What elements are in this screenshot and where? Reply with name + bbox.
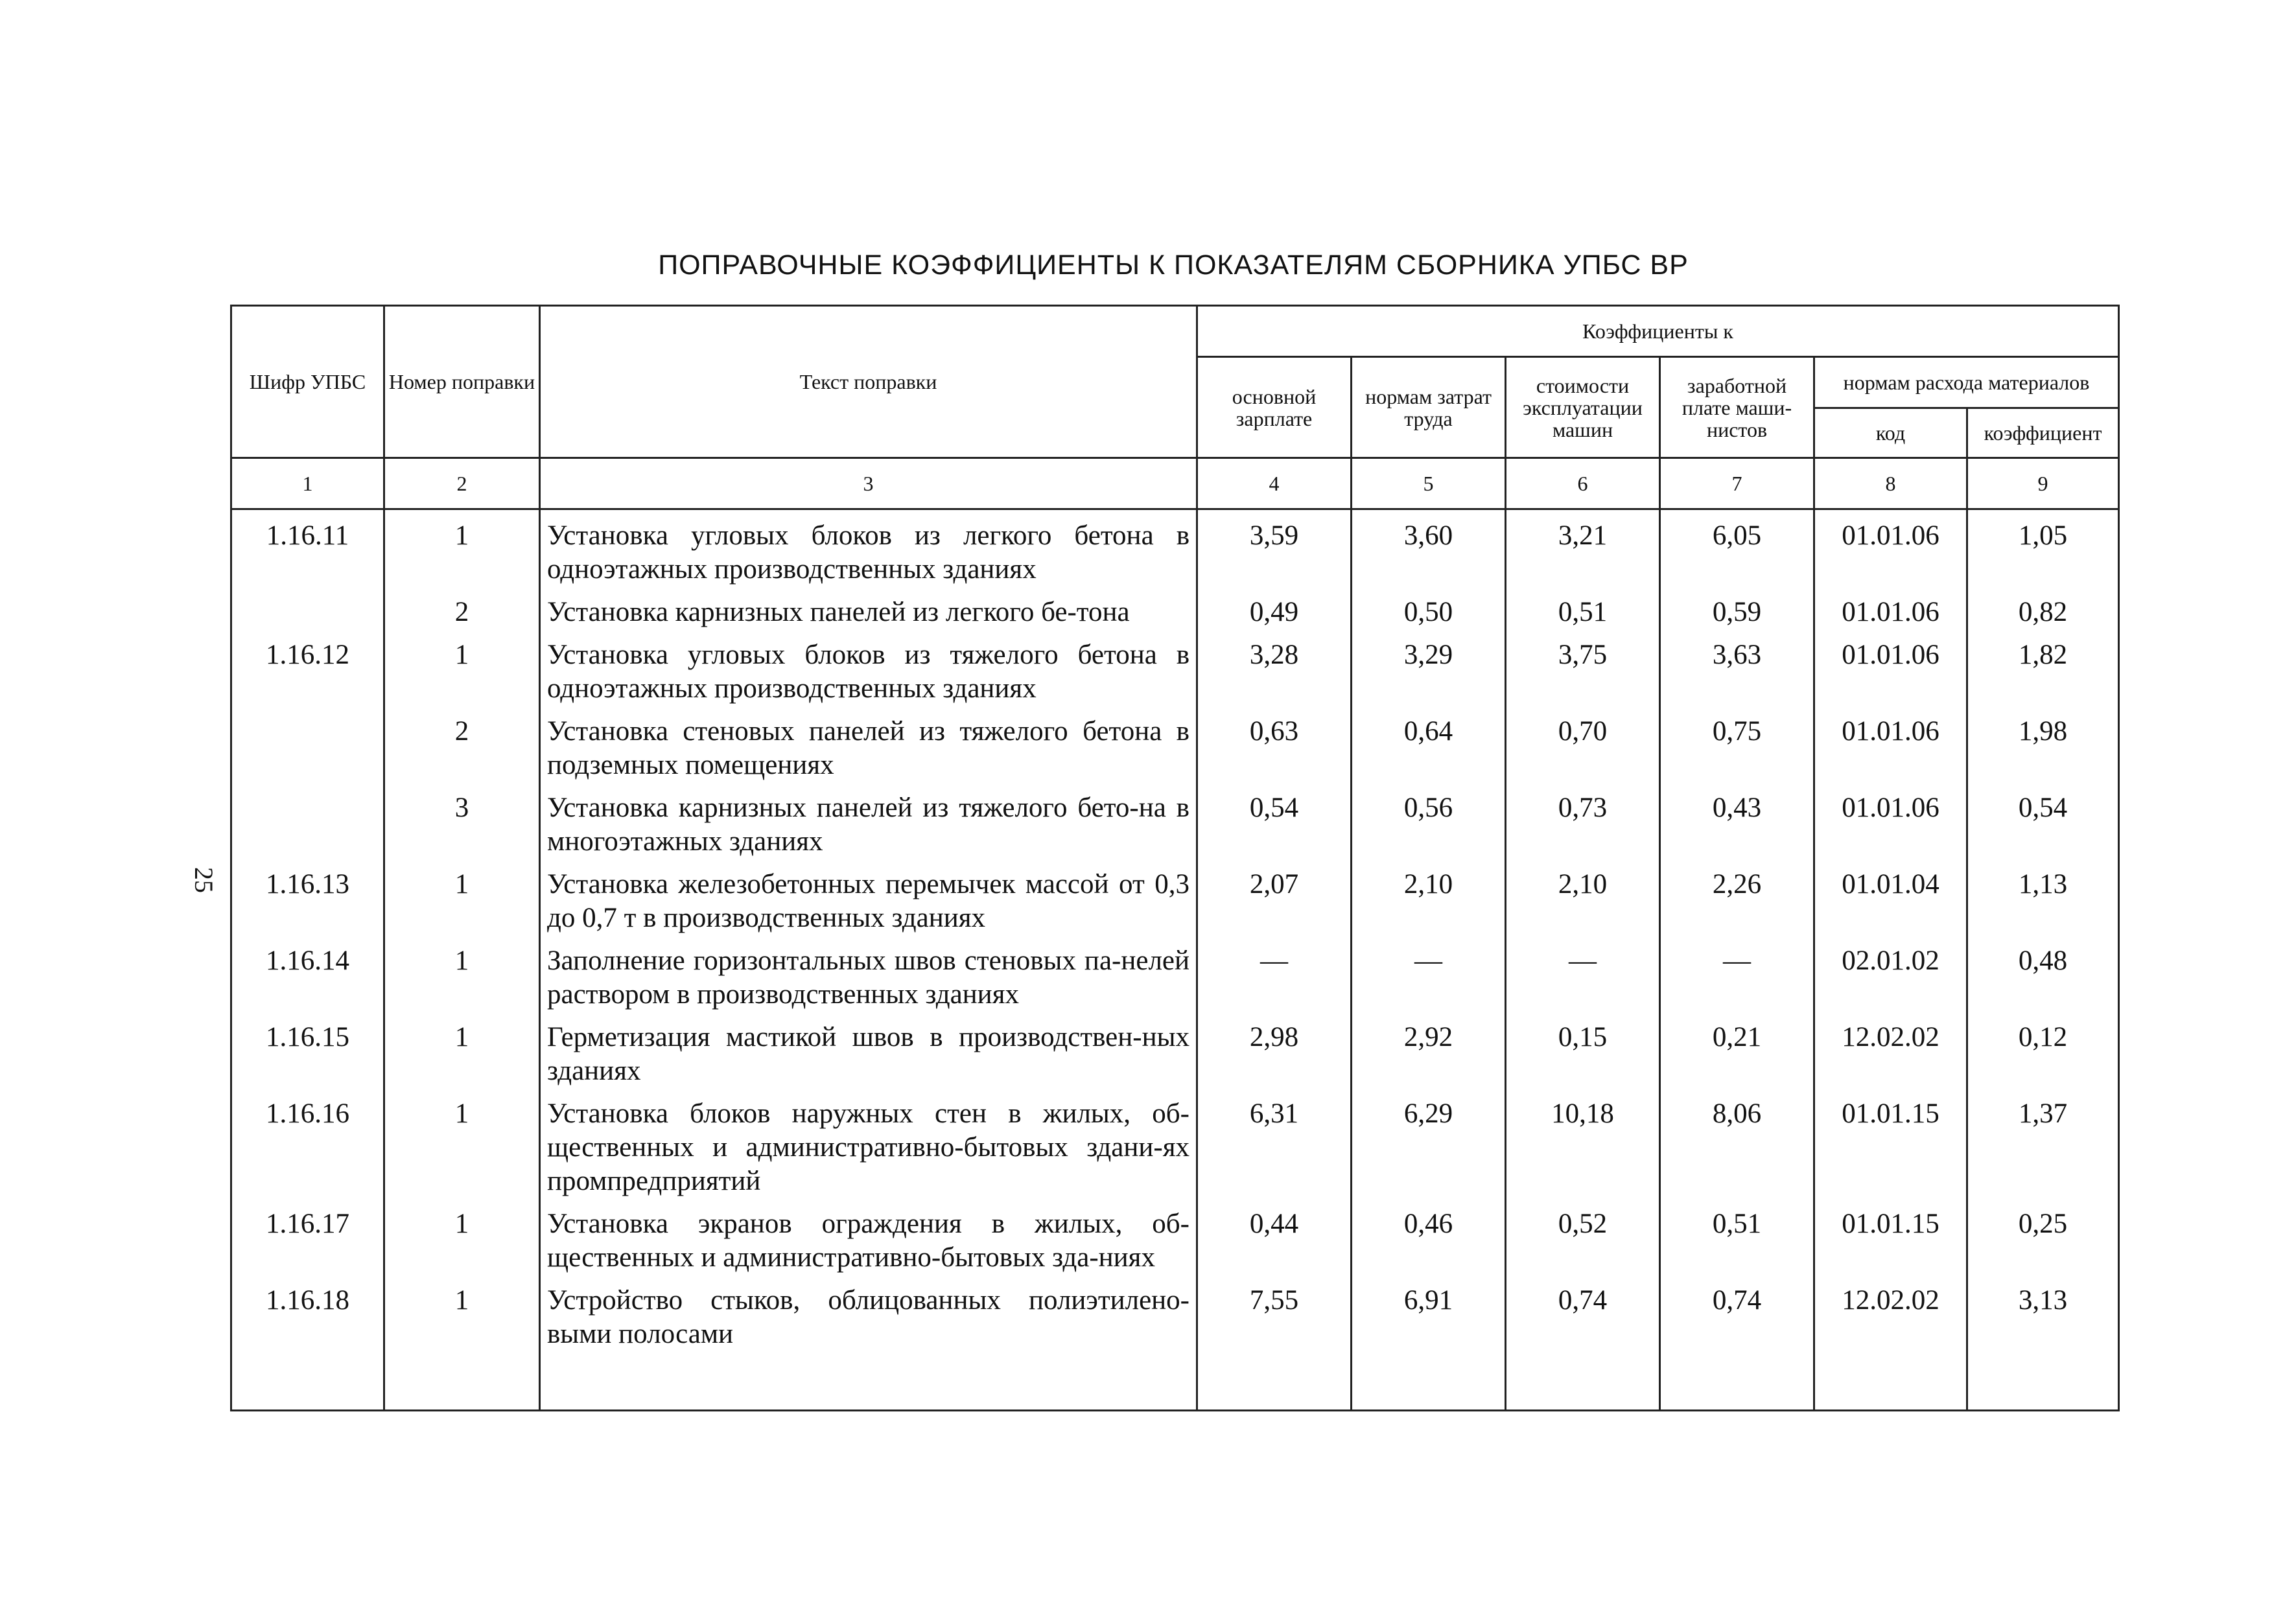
cell-material-code: 01.01.04 <box>1814 859 1967 935</box>
cell-machine-cost-coef: 3,75 <box>1506 629 1660 706</box>
cell-material-code: 12.02.02 <box>1814 1275 1967 1351</box>
cell-code: 1.16.17 <box>231 1198 384 1275</box>
cell-base-salary-coef: 3,28 <box>1197 629 1352 706</box>
cell-material-coef: 1,37 <box>1967 1088 2119 1198</box>
cell-base-salary-coef: — <box>1197 935 1352 1012</box>
table-row <box>231 1012 2119 1088</box>
empty-cell <box>1967 1351 2119 1411</box>
cell-labor-norms-coef: 3,60 <box>1352 509 1506 587</box>
cell-amendment-number: 1 <box>384 629 540 706</box>
cell-base-salary-coef: 0,63 <box>1197 706 1352 782</box>
cell-code: 1.16.13 <box>231 859 384 935</box>
table-row <box>231 1275 2119 1351</box>
cell-amendment-number: 3 <box>384 782 540 859</box>
empty-cell <box>1660 1351 1814 1411</box>
cell-code <box>231 782 384 859</box>
cell-material-code: 01.01.15 <box>1814 1198 1967 1275</box>
table-row <box>231 859 2119 935</box>
cell-base-salary-coef: 7,55 <box>1197 1275 1352 1351</box>
header-materials-group: нормам расхода материалов <box>1814 357 2119 408</box>
cell-base-salary-coef: 2,98 <box>1197 1012 1352 1088</box>
table-row <box>231 629 2119 706</box>
cell-machine-cost-coef: 0,51 <box>1506 586 1660 629</box>
cell-base-salary-coef: 3,59 <box>1197 509 1352 587</box>
table-body <box>231 509 2119 1411</box>
cell-labor-norms-coef: 2,10 <box>1352 859 1506 935</box>
header-amendment-text: Текст поправки <box>540 306 1197 458</box>
cell-amendment-text: Устройство стыков, облицованных полиэтилено-выми полосами <box>540 1275 1197 1351</box>
header-base-salary: основной зарплате <box>1197 357 1352 458</box>
cell-material-code: 01.01.15 <box>1814 1088 1967 1198</box>
cell-material-code: 02.01.02 <box>1814 935 1967 1012</box>
cell-code <box>231 586 384 629</box>
cell-material-coef: 0,54 <box>1967 782 2119 859</box>
cell-operator-salary-coef: 0,75 <box>1660 706 1814 782</box>
empty-cell <box>231 1351 384 1411</box>
column-number: 2 <box>384 458 540 509</box>
table-row <box>231 935 2119 1012</box>
table-row <box>231 1088 2119 1198</box>
empty-cell <box>1197 1351 1352 1411</box>
column-number: 1 <box>231 458 384 509</box>
cell-material-coef: 0,12 <box>1967 1012 2119 1088</box>
cell-amendment-number: 1 <box>384 1088 540 1198</box>
table-row <box>231 586 2119 629</box>
cell-operator-salary-coef: 0,59 <box>1660 586 1814 629</box>
cell-operator-salary-coef: 0,74 <box>1660 1275 1814 1351</box>
cell-machine-cost-coef: 0,52 <box>1506 1198 1660 1275</box>
cell-amendment-number: 1 <box>384 859 540 935</box>
header-operator-salary: заработной плате маши-нистов <box>1660 357 1814 458</box>
cell-operator-salary-coef: 0,43 <box>1660 782 1814 859</box>
cell-operator-salary-coef: 8,06 <box>1660 1088 1814 1198</box>
cell-operator-salary-coef: 2,26 <box>1660 859 1814 935</box>
header-coefficients-group: Коэффициенты к <box>1197 306 2119 357</box>
cell-amendment-number: 2 <box>384 706 540 782</box>
cell-code: 1.16.18 <box>231 1275 384 1351</box>
cell-amendment-text: Установка стеновых панелей из тяжелого бетона в подземных помещениях <box>540 706 1197 782</box>
cell-base-salary-coef: 2,07 <box>1197 859 1352 935</box>
cell-operator-salary-coef: 0,21 <box>1660 1012 1814 1088</box>
header-code: Шифр УПБС <box>231 306 384 458</box>
table-row <box>231 1198 2119 1275</box>
cell-amendment-text: Установка экранов ограждения в жилых, об-щественных и административно-бытовых зда-ниях <box>540 1198 1197 1275</box>
cell-machine-cost-coef: 0,73 <box>1506 782 1660 859</box>
cell-amendment-number: 1 <box>384 1198 540 1275</box>
cell-material-code: 12.02.02 <box>1814 1012 1967 1088</box>
cell-labor-norms-coef: 0,64 <box>1352 706 1506 782</box>
header-amendment-number: Номер поправки <box>384 306 540 458</box>
cell-labor-norms-coef: — <box>1352 935 1506 1012</box>
cell-material-coef: 0,48 <box>1967 935 2119 1012</box>
cell-amendment-text: Установка блоков наружных стен в жилых, об-щественных и административно-бытовых здани-ях промпредприятий <box>540 1088 1197 1198</box>
cell-labor-norms-coef: 0,50 <box>1352 586 1506 629</box>
page-number: 25 <box>189 867 218 893</box>
header-machine-cost: стоимости эксплуатации машин <box>1506 357 1660 458</box>
column-number: 3 <box>540 458 1197 509</box>
cell-code: 1.16.15 <box>231 1012 384 1088</box>
cell-operator-salary-coef: — <box>1660 935 1814 1012</box>
cell-material-coef: 0,82 <box>1967 586 2119 629</box>
cell-labor-norms-coef: 0,46 <box>1352 1198 1506 1275</box>
cell-machine-cost-coef: 2,10 <box>1506 859 1660 935</box>
cell-machine-cost-coef: 10,18 <box>1506 1088 1660 1198</box>
cell-amendment-text: Заполнение горизонтальных швов стеновых па-нелей раствором в производственных зданиях <box>540 935 1197 1012</box>
cell-operator-salary-coef: 6,05 <box>1660 509 1814 587</box>
cell-base-salary-coef: 0,49 <box>1197 586 1352 629</box>
column-number: 4 <box>1197 458 1352 509</box>
header-material-coefficient: коэффициент <box>1967 408 2119 458</box>
cell-code: 1.16.12 <box>231 629 384 706</box>
cell-amendment-text: Установка карнизных панелей из тяжелого бето-на в многоэтажных зданиях <box>540 782 1197 859</box>
cell-material-code: 01.01.06 <box>1814 629 1967 706</box>
cell-amendment-text: Установка железобетонных перемычек массой от 0,3 до 0,7 т в производственных зданиях <box>540 859 1197 935</box>
cell-base-salary-coef: 6,31 <box>1197 1088 1352 1198</box>
cell-machine-cost-coef: 0,15 <box>1506 1012 1660 1088</box>
column-number: 5 <box>1352 458 1506 509</box>
cell-code: 1.16.14 <box>231 935 384 1012</box>
cell-amendment-number: 1 <box>384 509 540 587</box>
header-material-code: код <box>1814 408 1967 458</box>
cell-material-code: 01.01.06 <box>1814 706 1967 782</box>
cell-machine-cost-coef: 3,21 <box>1506 509 1660 587</box>
cell-amendment-number: 1 <box>384 1275 540 1351</box>
cell-amendment-text: Герметизация мастикой швов в производствен-ных зданиях <box>540 1012 1197 1088</box>
empty-cell <box>1506 1351 1660 1411</box>
cell-amendment-text: Установка карнизных панелей из легкого бе-тона <box>540 586 1197 629</box>
cell-operator-salary-coef: 3,63 <box>1660 629 1814 706</box>
cell-machine-cost-coef: 0,70 <box>1506 706 1660 782</box>
cell-amendment-text: Установка угловых блоков из тяжелого бетона в одноэтажных производственных зданиях <box>540 629 1197 706</box>
page-title: ПОПРАВОЧНЫЕ КОЭФФИЦИЕНТЫ К ПОКАЗАТЕЛЯМ СБОРНИКА УПБС ВР <box>658 249 1689 281</box>
cell-amendment-number: 2 <box>384 586 540 629</box>
cell-labor-norms-coef: 6,91 <box>1352 1275 1506 1351</box>
cell-material-code: 01.01.06 <box>1814 782 1967 859</box>
header-labor-norms: нормам затрат труда <box>1352 357 1506 458</box>
cell-labor-norms-coef: 6,29 <box>1352 1088 1506 1198</box>
cell-material-coef: 0,25 <box>1967 1198 2119 1275</box>
cell-code <box>231 706 384 782</box>
table-filler-row <box>231 1351 2119 1411</box>
column-number: 8 <box>1814 458 1967 509</box>
cell-material-coef: 1,98 <box>1967 706 2119 782</box>
column-number: 9 <box>1967 458 2119 509</box>
cell-code: 1.16.16 <box>231 1088 384 1198</box>
cell-labor-norms-coef: 2,92 <box>1352 1012 1506 1088</box>
cell-base-salary-coef: 0,44 <box>1197 1198 1352 1275</box>
cell-machine-cost-coef: — <box>1506 935 1660 1012</box>
cell-labor-norms-coef: 0,56 <box>1352 782 1506 859</box>
cell-amendment-text: Установка угловых блоков из легкого бетона в одноэтажных производственных зданиях <box>540 509 1197 587</box>
cell-material-coef: 3,13 <box>1967 1275 2119 1351</box>
cell-labor-norms-coef: 3,29 <box>1352 629 1506 706</box>
empty-cell <box>1352 1351 1506 1411</box>
cell-base-salary-coef: 0,54 <box>1197 782 1352 859</box>
empty-cell <box>540 1351 1197 1411</box>
cell-material-code: 01.01.06 <box>1814 509 1967 587</box>
cell-material-coef: 1,13 <box>1967 859 2119 935</box>
table-row <box>231 706 2119 782</box>
cell-code: 1.16.11 <box>231 509 384 587</box>
cell-amendment-number: 1 <box>384 935 540 1012</box>
cell-material-code: 01.01.06 <box>1814 586 1967 629</box>
coefficients-table <box>230 305 2120 1411</box>
cell-material-coef: 1,05 <box>1967 509 2119 587</box>
empty-cell <box>384 1351 540 1411</box>
cell-amendment-number: 1 <box>384 1012 540 1088</box>
table-row <box>231 782 2119 859</box>
cell-operator-salary-coef: 0,51 <box>1660 1198 1814 1275</box>
column-number: 6 <box>1506 458 1660 509</box>
table-row <box>231 509 2119 587</box>
column-number: 7 <box>1660 458 1814 509</box>
cell-material-coef: 1,82 <box>1967 629 2119 706</box>
column-number-row <box>231 458 2119 509</box>
cell-machine-cost-coef: 0,74 <box>1506 1275 1660 1351</box>
empty-cell <box>1814 1351 1967 1411</box>
